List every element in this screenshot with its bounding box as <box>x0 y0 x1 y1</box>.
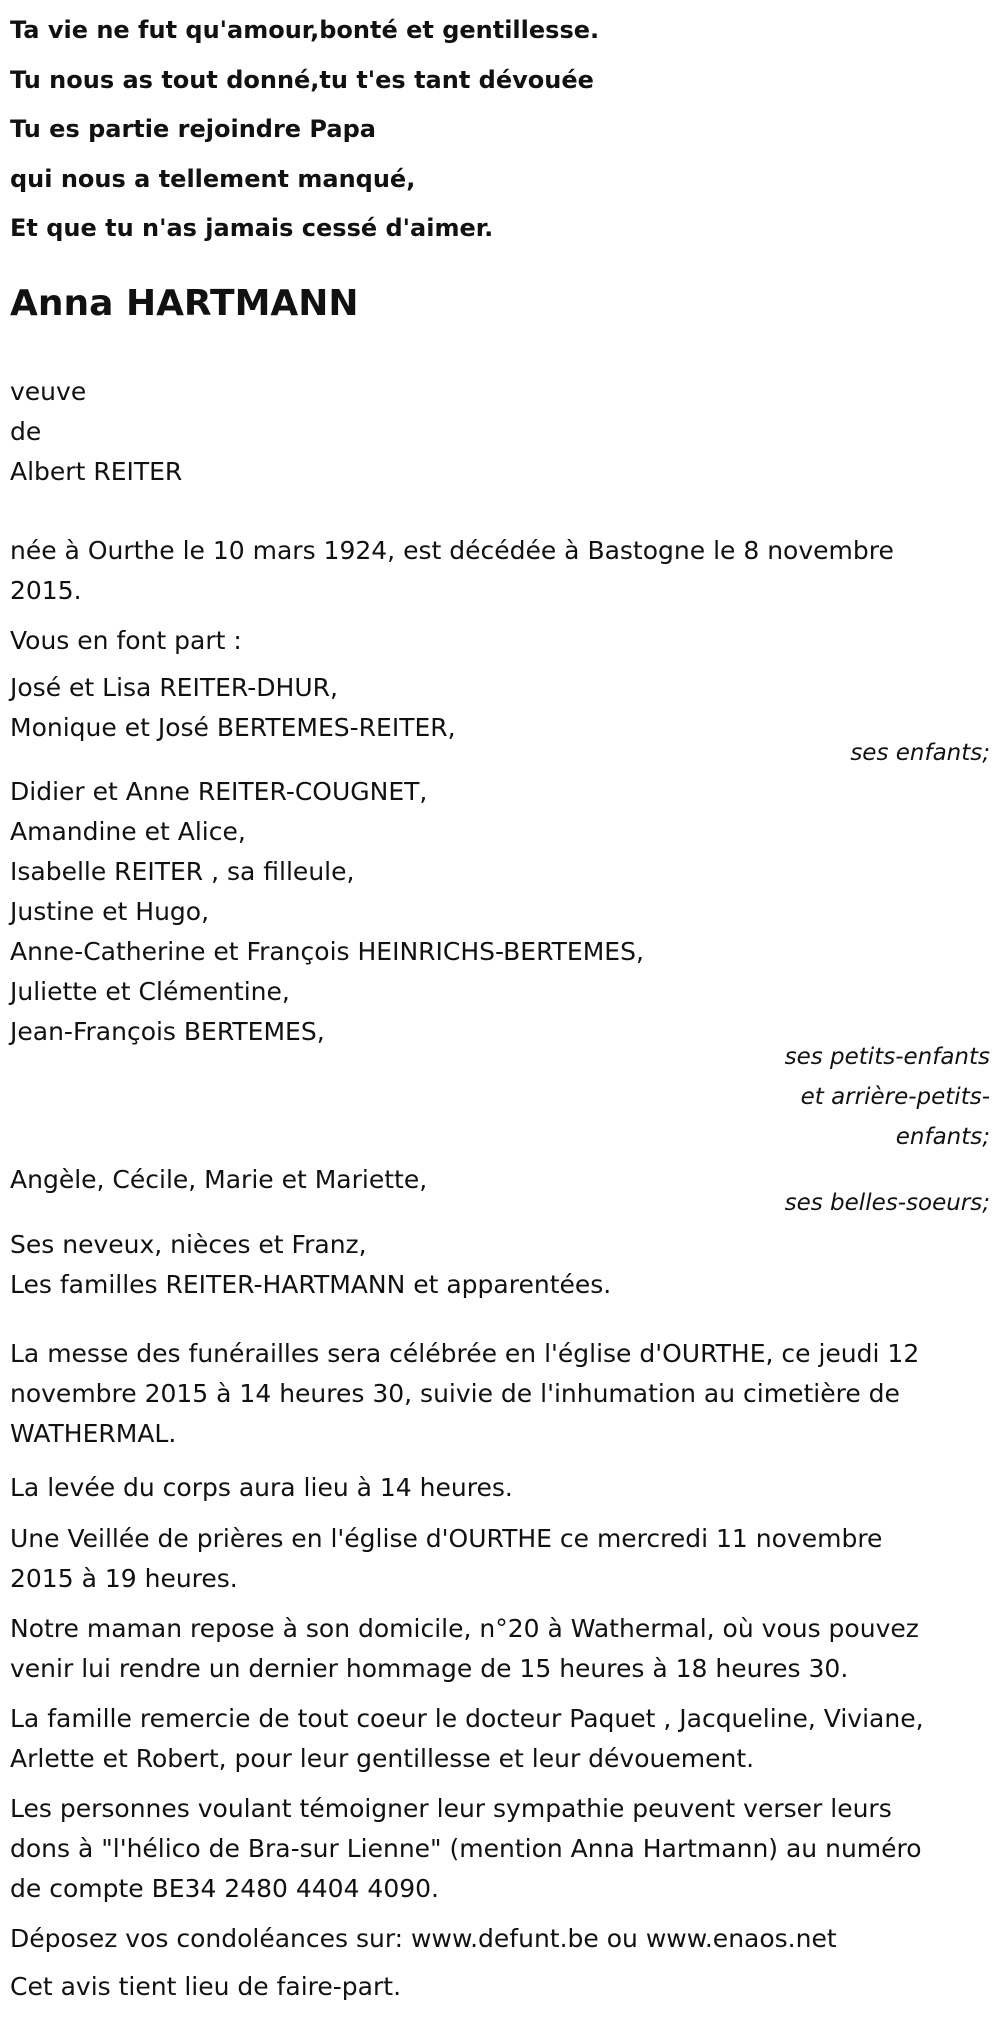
role-line: enfants; <box>895 1124 990 1150</box>
paragraph-line: venir lui rendre un dernier hommage de 15 heures à 18 heures 30. <box>10 1654 849 1683</box>
role-line: et arrière-petits- <box>800 1084 990 1110</box>
paragraph-line: Les personnes voulant témoigner leur sympathie peuvent verser leurs <box>10 1794 892 1823</box>
paragraph-line: dons à "l'hélico de Bra-sur Lienne" (mention Anna Hartmann) au numéro <box>10 1834 922 1863</box>
poem-line: Tu es partie rejoindre Papa <box>10 115 376 143</box>
family-line: Juliette et Clémentine, <box>10 977 290 1006</box>
family-line: Monique et José BERTEMES-REITER, <box>10 713 456 742</box>
family-line: Ses neveux, nièces et Franz, <box>10 1230 367 1259</box>
others-block <box>10 1225 1000 1305</box>
poem-line: Tu nous as tout donné,tu t'es tant dévouée <box>10 65 594 94</box>
closing-note: Cet avis tient lieu de faire-part. <box>10 1972 402 2001</box>
poem-line: Ta vie ne fut qu'amour,bonté et gentillesse. <box>10 16 600 44</box>
birth-death <box>10 531 1000 611</box>
funeral-mass-paragraph <box>10 1334 1000 1454</box>
family-line: Angèle, Cécile, Marie et Mariette, <box>10 1165 428 1194</box>
paragraph-line: Arlette et Robert, pour leur gentillesse et leur dévouement. <box>10 1744 755 1773</box>
family-line: Les familles REITER-HARTMANN et apparentées. <box>10 1270 612 1299</box>
paragraph-line: de compte BE34 2480 4404 4090. <box>10 1874 440 1903</box>
children-role: ses enfants; <box>850 740 990 766</box>
spouse-line: Albert REITER <box>10 457 183 486</box>
rest-paragraph <box>10 1609 1000 1689</box>
thanks-paragraph <box>10 1699 1000 1779</box>
birth-death-line: née à Ourthe le 10 mars 1924, est décédée à Bastogne le 8 novembre <box>10 536 894 565</box>
obituary-notice <box>10 0 1000 2001</box>
paragraph-line: La famille remercie de tout coeur le docteur Paquet , Jacqueline, Viviane, <box>10 1704 924 1733</box>
deceased-name: Anna HARTMANN <box>10 283 359 324</box>
family-line: Isabelle REITER , sa filleule, <box>10 857 355 886</box>
family-line: Jean-François BERTEMES, <box>10 1017 325 1046</box>
levee-paragraph: La levée du corps aura lieu à 14 heures. <box>10 1473 513 1502</box>
announce: Vous en font part : <box>10 626 242 655</box>
family-line: Didier et Anne REITER-COUGNET, <box>10 777 428 806</box>
family-line: José et Lisa REITER-DHUR, <box>10 673 338 702</box>
spouse-line: veuve <box>10 377 87 406</box>
birth-death-line: 2015. <box>10 576 82 605</box>
paragraph-line: Une Veillée de prières en l'église d'OURTHE ce mercredi 11 novembre <box>10 1524 883 1553</box>
family-line: Amandine et Alice, <box>10 817 246 846</box>
spouse-block <box>10 372 1000 492</box>
spouse-line: de <box>10 417 42 446</box>
grandchildren-role <box>690 1037 990 1157</box>
paragraph-line: Notre maman repose à son domicile, n°20 à Wathermal, où vous pouvez <box>10 1614 919 1643</box>
condolences-paragraph: Déposez vos condoléances sur: www.defunt.be ou www.enaos.net <box>10 1924 837 1953</box>
sisters-in-law-role: ses belles-soeurs; <box>784 1190 990 1216</box>
donation-paragraph <box>10 1789 1000 1909</box>
paragraph-line: 2015 à 19 heures. <box>10 1564 238 1593</box>
paragraph-line: La messe des funérailles sera célébrée en l'église d'OURTHE, ce jeudi 12 <box>10 1339 920 1368</box>
poem-line: Et que tu n'as jamais cessé d'aimer. <box>10 214 494 242</box>
grandchildren-block <box>10 772 1000 1052</box>
role-line: ses petits-enfants <box>784 1044 990 1070</box>
poem <box>10 6 1000 254</box>
vigil-paragraph <box>10 1519 1000 1599</box>
poem-line: qui nous a tellement manqué, <box>10 164 416 193</box>
family-line: Anne-Catherine et François HEINRICHS-BERTEMES, <box>10 937 644 966</box>
family-line: Justine et Hugo, <box>10 897 210 926</box>
paragraph-line: novembre 2015 à 14 heures 30, suivie de l'inhumation au cimetière de <box>10 1379 900 1408</box>
paragraph-line: WATHERMAL. <box>10 1419 177 1448</box>
